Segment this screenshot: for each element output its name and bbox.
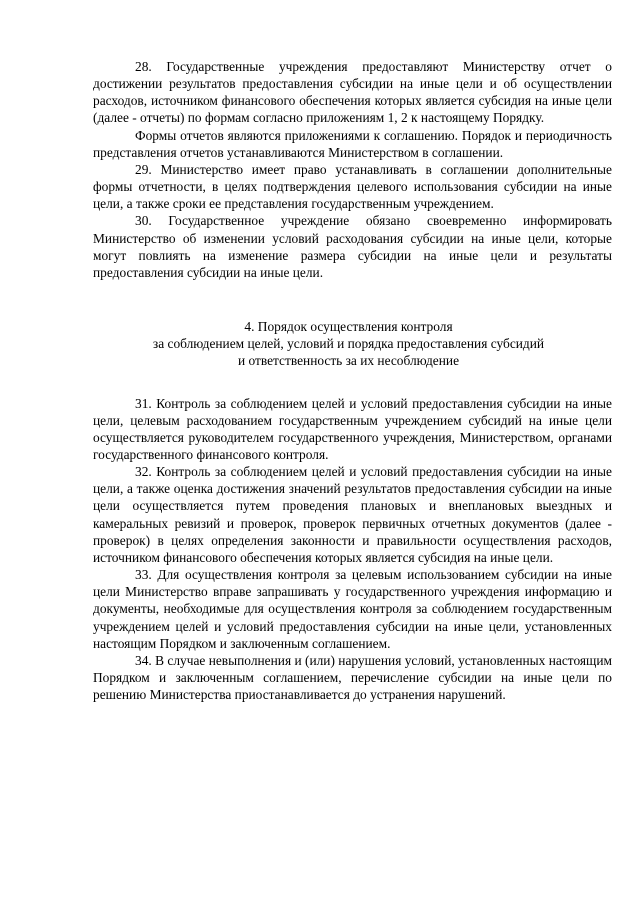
paragraph-30: 30. Государственное учреждение обязано своевременно информировать Министерство об изменении условий расходования субсидии на иные цели, которые могут повлиять на изменение размера субсидии на иные цели и результаты предоставления субсидии на иные цели. bbox=[93, 213, 612, 280]
section-heading-line-3: и ответственность за их несоблюдение bbox=[237, 353, 460, 369]
paragraph-report-forms: Формы отчетов являются приложениями к соглашению. Порядок и периодичность представления отчетов устанавливаются Министерством в соглашении. bbox=[93, 127, 612, 160]
paragraph-32: 32. Контроль за соблюдением целей и условий предоставления субсидии на иные цели, а также оценка достижения значений результатов предоставления субсидии на иные цели осуществляется путем проведения плановых и внеплановых выездных и камеральных ревизий и проверок, проверок первичных отчетных документов (далее - проверок) в целях определения законности и правильности осуществления расходов, источником финансового обеспечения которых является субсидия на иные цели. bbox=[93, 464, 612, 565]
document-body bbox=[93, 58, 612, 703]
paragraph-29: 29. Министерство имеет право устанавливать в соглашении дополнительные формы отчетности, в целях подтверждения целевого использования субсидии на иные цели, а также сроки ее представления государственным учреждением. bbox=[93, 161, 612, 212]
paragraph-33: 33. Для осуществления контроля за целевым использованием субсидии на иные цели Министерство вправе запрашивать у государственного учреждения информацию и документы, необходимые для осуществления контроля за соблюдением государственным учреждением целей и условий предоставления субсидии на иные цели, установленных настоящим Порядком и заключенным соглашением. bbox=[93, 567, 612, 651]
section-heading bbox=[93, 318, 612, 369]
paragraph-28: 28. Государственные учреждения предоставляют Министерству отчет о достижении результатов предоставления субсидии на иные цели и об осуществлении расходов, источником финансового обеспечения которых является субсидия на иные цели (далее - отчеты) по формам согласно приложениям 1, 2 к настоящему Порядку. bbox=[93, 59, 612, 126]
paragraph-31: 31. Контроль за соблюдением целей и условий предоставления субсидии на иные цели, целевым расходованием государственным учреждением субсидий на иные цели осуществляется руководителем государственного учреждения, Министерством, органами государственного финансового контроля. bbox=[93, 395, 612, 462]
section-heading-line-1: 4. Порядок осуществления контроля bbox=[244, 319, 453, 335]
section-heading-line-2: за соблюдением целей, условий и порядка предоставления субсидий bbox=[152, 336, 545, 352]
paragraph-34: 34. В случае невыполнения и (или) нарушения условий, установленных настоящим Порядком и заключенным соглашением, перечисление субсидии на иные цели по решению Министерства приостанавливается до устранения нарушений. bbox=[93, 652, 612, 703]
